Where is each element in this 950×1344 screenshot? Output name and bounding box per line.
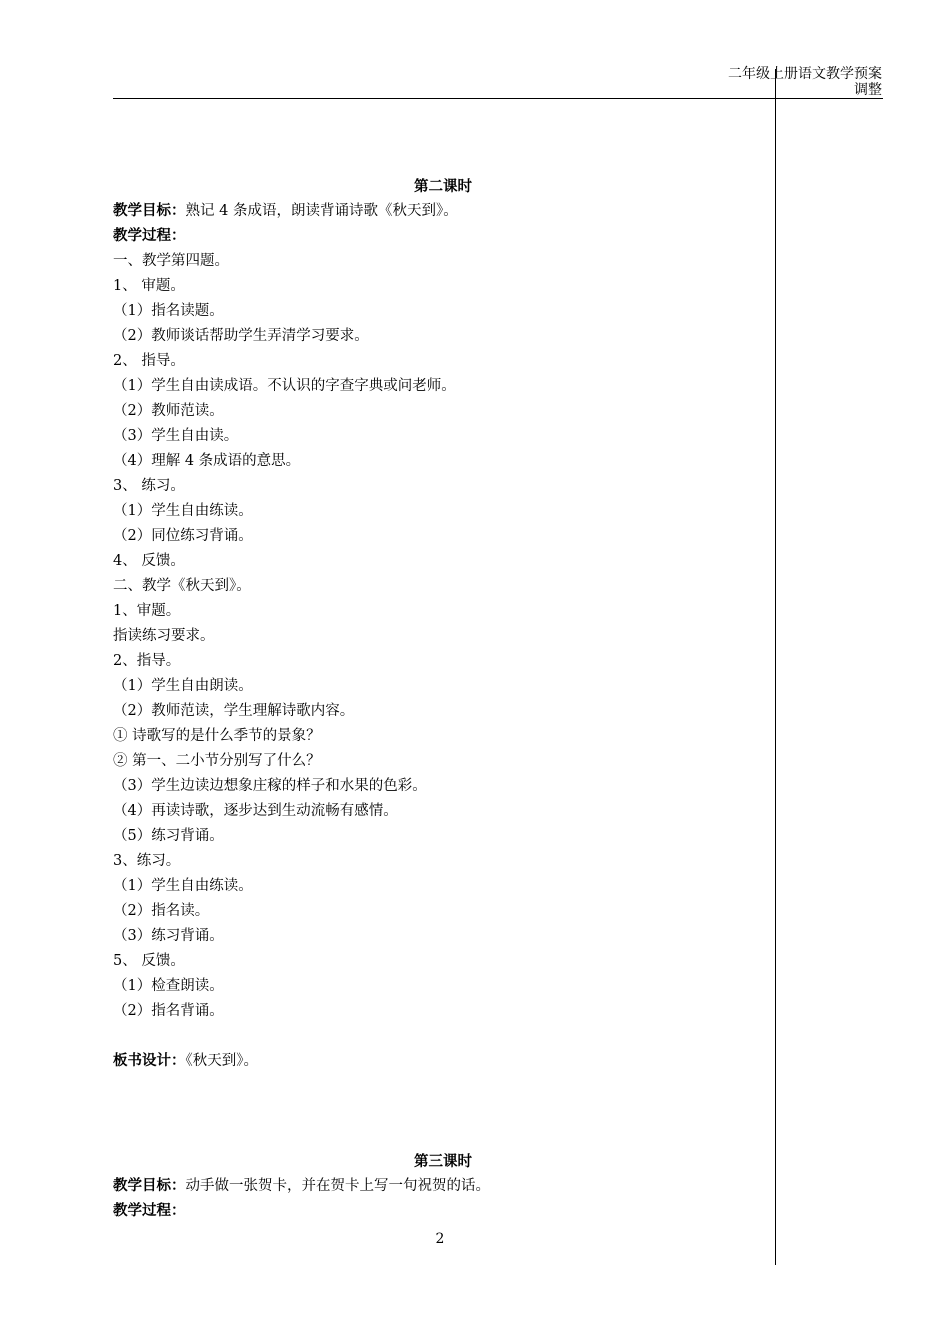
- lesson2-step-line: 3、练习。: [113, 853, 181, 869]
- document-header: [728, 66, 882, 98]
- lesson2-step-line: 3、 练习。: [113, 478, 185, 494]
- lesson2-step-line: 二、教学《秋天到》。: [113, 578, 251, 594]
- lesson2-step-line: 指读练习要求。: [113, 628, 215, 644]
- lesson2-step-line: 1、审题。: [113, 603, 181, 619]
- page-number: 2: [435, 1231, 445, 1247]
- header-title-line1: 二年级上册语文教学预案: [728, 66, 882, 82]
- lesson2-step-line: （1）检查朗读。: [113, 978, 224, 994]
- page-body: [113, 174, 773, 1224]
- lesson2-board-label: 板书设计：: [113, 1053, 186, 1069]
- lesson2-process-label: 教学过程：: [113, 228, 186, 244]
- spacer: [113, 1074, 773, 1149]
- lesson2-step-line: （3）练习背诵。: [113, 928, 224, 944]
- lesson2-step-line: ① 诗歌写的是什么季节的景象？: [113, 728, 321, 744]
- lesson3-goal-text: 动手做一张贺卡，并在贺卡上写一句祝贺的话。: [185, 1178, 490, 1194]
- spacer: [113, 1024, 773, 1049]
- lesson2-step-line: （2）同位练习背诵。: [113, 528, 253, 544]
- lesson2-step-line: 一、教学第四题。: [113, 253, 229, 269]
- lesson2-step-line: （1）学生自由练读。: [113, 503, 253, 519]
- lesson3-heading: 第三课时: [414, 1153, 472, 1170]
- lesson2-step-line: （3）学生自由读。: [113, 428, 239, 444]
- lesson2-step-line: （2）指名读。: [113, 903, 210, 919]
- lesson3-goal-label: 教学目标：: [113, 1178, 186, 1194]
- lesson2-step-line: 2、 指导。: [113, 353, 185, 369]
- lesson2-heading: 第二课时: [414, 178, 472, 195]
- lesson2-step-line: 2、指导。: [113, 653, 181, 669]
- lesson2-step-line: （1）学生自由读成语。不认识的字查字典或问老师。: [113, 378, 456, 394]
- lesson3-process-label: 教学过程：: [113, 1203, 186, 1219]
- lesson2-step-line: （1）指名读题。: [113, 303, 224, 319]
- lesson2-step-line: 1、 审题。: [113, 278, 185, 294]
- lesson2-board: [113, 1049, 773, 1074]
- lesson2-goal: [113, 199, 773, 224]
- lesson2-goal-text: 熟记 4 条成语，朗读背诵诗歌《秋天到》。: [185, 203, 458, 219]
- lesson2-step-line: （1）学生自由练读。: [113, 878, 253, 894]
- lesson2-step-line: （2）教师范读，学生理解诗歌内容。: [113, 703, 355, 719]
- lesson2-step-line: （2）指名背诵。: [113, 1003, 224, 1019]
- lesson2-step-line: （1）学生自由朗读。: [113, 678, 253, 694]
- lesson2-step-line: （4）再读诗歌，逐步达到生动流畅有感情。: [113, 803, 398, 819]
- lesson2-step-line: （2）教师范读。: [113, 403, 224, 419]
- margin-divider: [775, 69, 776, 1265]
- lesson2-step-line: （5）练习背诵。: [113, 828, 224, 844]
- lesson2-step-line: 4、 反馈。: [113, 553, 185, 569]
- lesson2-step-line: （4）理解 4 条成语的意思。: [113, 453, 301, 469]
- lesson2-steps: [113, 249, 773, 1024]
- lesson2-step-line: （3）学生边读边想象庄稼的样子和水果的色彩。: [113, 778, 427, 794]
- lesson3-goal: [113, 1174, 773, 1199]
- lesson2-step-line: （2）教师谈话帮助学生弄清学习要求。: [113, 328, 369, 344]
- lesson2-step-line: 5、 反馈。: [113, 953, 185, 969]
- header-title-line2: 调整: [854, 82, 882, 98]
- lesson2-goal-label: 教学目标：: [113, 203, 186, 219]
- header-divider: [113, 98, 883, 99]
- lesson2-board-text: 《秋天到》。: [185, 1053, 258, 1069]
- lesson2-step-line: ② 第一、二小节分别写了什么？: [113, 753, 321, 769]
